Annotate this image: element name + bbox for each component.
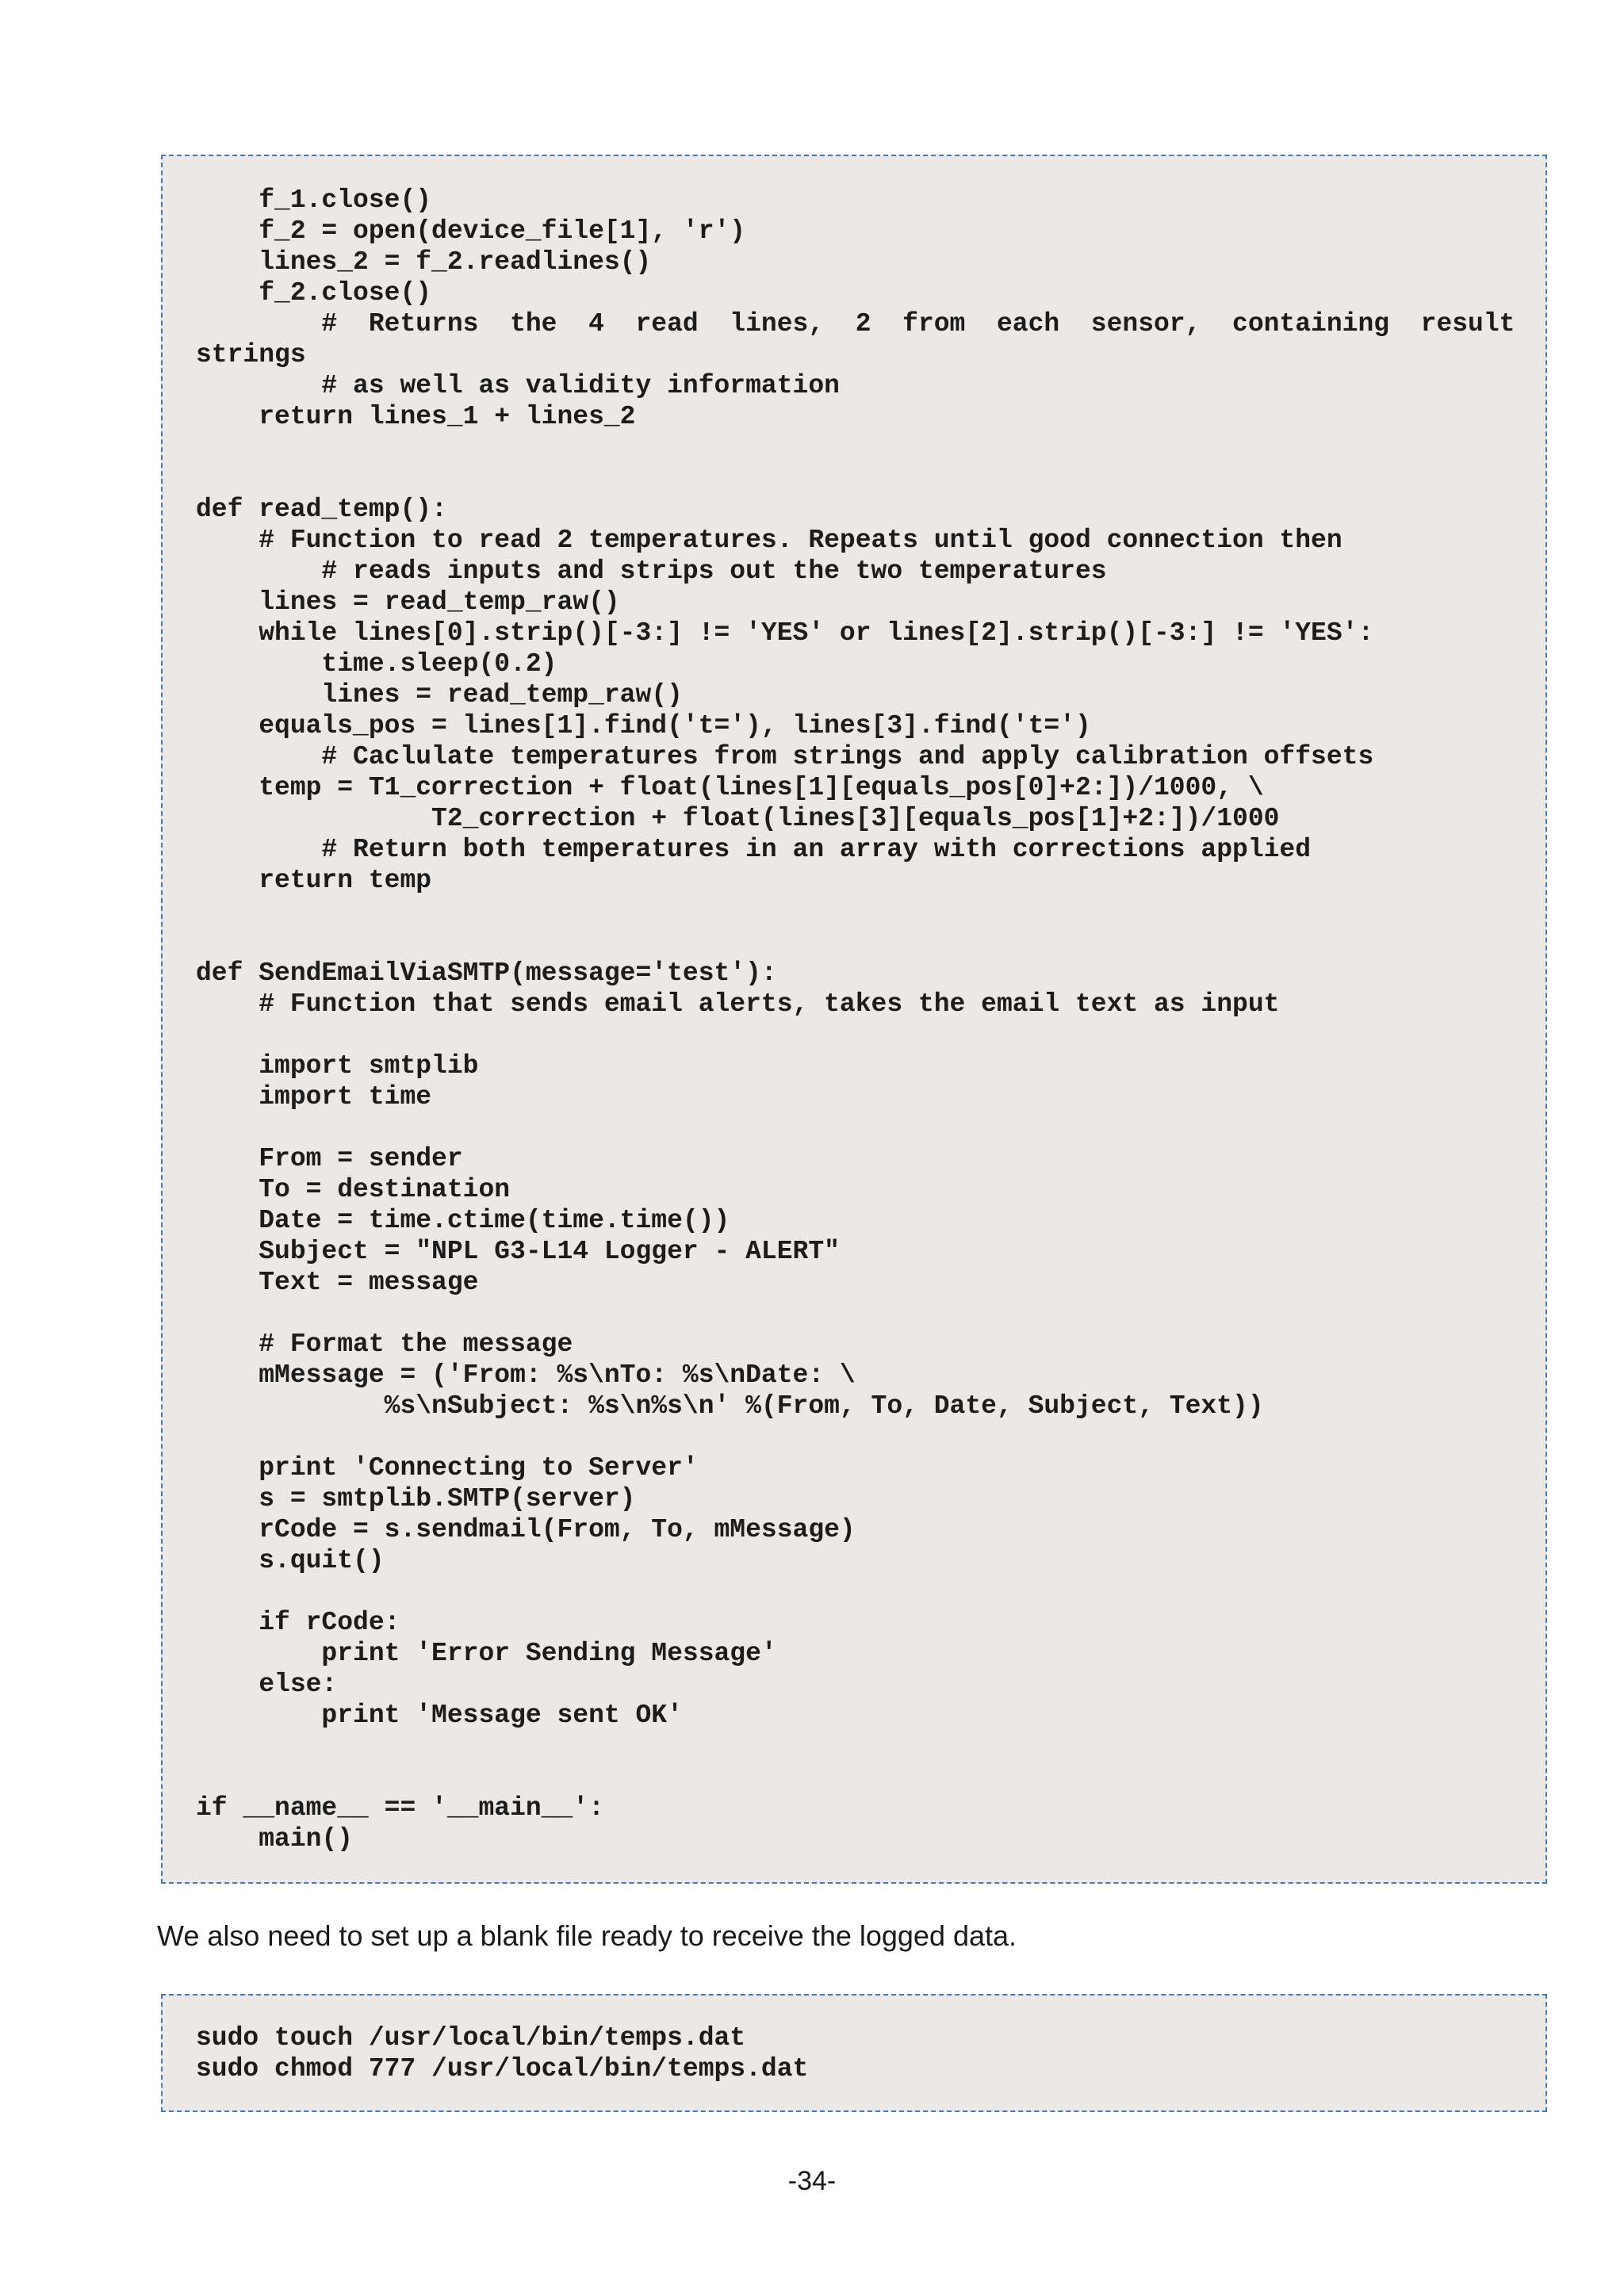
- body-paragraph: We also need to set up a blank file ready to receive the logged data.: [157, 1919, 1017, 1952]
- code-block-python: [161, 155, 1547, 1884]
- code-block-shell: [161, 1994, 1547, 2112]
- code-listing-shell: sudo touch /usr/local/bin/temps.dat sudo chmod 777 /usr/local/bin/temps.dat: [196, 2023, 809, 2084]
- page-number: -34-: [787, 2166, 837, 2196]
- code-listing-python: f_1.close() f_2 = open(device_file[1], 'r') lines_2 = f_2.readlines() f_2.close() # Returns the 4 read lines, 2 from each sensor, containing result strings # as well as validity information return lines_1 + lines_2 def read_temp(): # Function to read 2 temperatures. Repeats until good connection then # reads inputs and strips out the two temperatures lines = read_temp_raw() while lines[0].strip()[-3:] != 'YES' or lines[2].strip()[-3:] != 'YES': time.sleep(0.2) lines = read_temp_raw() equals_pos = lines[1].find('t='), lines[3].find('t=') # Caclulate temperatures from strings and apply calibration offsets temp = T1_correction + float(lines[1][equals_pos[0]+2:])/1000, \ T2_correction + float(lines[3][equals_pos[1]+2:])/1000 # Return both temperatures in an array with corrections applied return temp def SendEmailViaSMTP(message='test'): # Function that sends email alerts, takes the email text as input import smtplib import time From = sender To = destination Date = time.ctime(time.time()) Subject = "NPL G3-L14 Logger - ALERT" Text = message # Format the message mMessage = ('From: %s\nTo: %s\nDate: \ %s\nSubject: %s\n%s\n' %(From, To, Date, Subject, Text)) print 'Connecting to Server' s = smtplib.SMTP(server) rCode = s.sendmail(From, To, mMessage) s.quit() if rCode: print 'Error Sending Message' else: print 'Message sent OK' if __name__ == '__main__': main(): [196, 186, 1515, 1854]
